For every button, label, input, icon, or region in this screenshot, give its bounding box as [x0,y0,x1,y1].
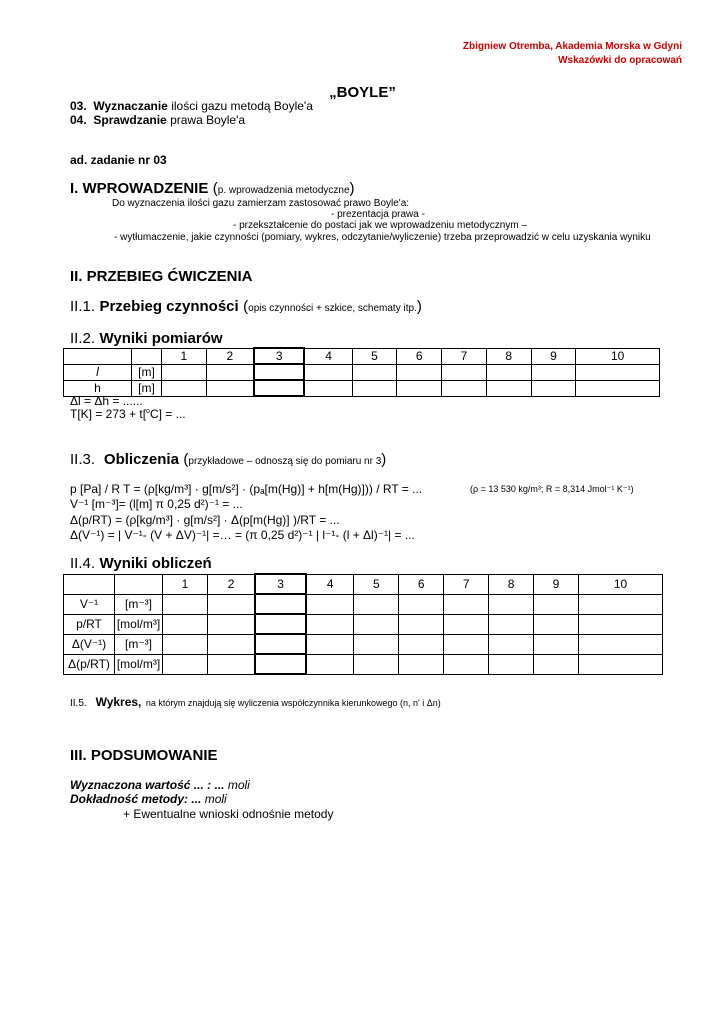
heading-note: p. wprowadzenia metodyczne [217,185,350,196]
column-header: 5 [352,348,397,364]
document-title: „BOYLE” [329,84,396,101]
row-unit: [m] [132,364,162,380]
table-row [64,654,663,674]
column-header: 10 [578,574,662,594]
section-heading: II. PRZEBIEG ĆWICZENIA [70,268,253,285]
task-reference: ad. zadanie nr 03 [70,153,167,167]
formula-pressure: p [Pa] / R T = (ρ[kg/m³] · g[m/s²] · (pₐ[m(Hg)] + h[m(Hg)])) / RT = ... [70,482,423,496]
column-header: 3 [254,348,305,364]
column-header: 2 [206,348,254,364]
column-header: 7 [442,348,487,364]
row-symbol: Δ(V⁻¹) [64,634,115,654]
column-header: 4 [306,574,354,594]
summary-line: Dokładność metody: ... moli [70,792,227,806]
constants-note: (ρ = 13 530 kg/m³; R = 8,314 Jmol⁻¹ K⁻¹) [470,484,634,494]
table-row [64,634,663,654]
table-row [64,380,660,396]
column-header: 8 [489,574,534,594]
row-unit: [mol/m³] [115,654,163,674]
section-heading: I. WPROWADZENIE [70,180,209,197]
intro-line: Do wyznaczenia ilości gazu zamierzam zastosować prawo Boyle'a: [112,198,410,209]
intro-line: - przekształcenie do postaci jak we wprowadzeniu metodycznym – [233,220,528,231]
task-item: 03. Wyznaczanie ilości gazu metodą Boyle'a [70,99,313,113]
intro-heading-row: I. WPROWADZENIE (p. wprowadzenia metodyczne) [70,180,355,197]
intro-line: - wytłumaczenie, jakie czynności (pomiary, wykres, odczytanie/wyliczenie) trzeba przeprowadzić w celu uzyskania wyniku [114,232,651,243]
row-unit: [m⁻³] [115,634,163,654]
subsection-heading: II.2. Wyniki pomiarów [70,330,223,347]
column-header: 1 [163,574,208,594]
column-header: 6 [397,348,442,364]
row-symbol: p/RT [64,614,115,634]
subsection-heading: II.1. Przebieg czynności (opis czynności + szkice, schematy itp.) [70,298,422,315]
author-header [463,40,682,68]
column-header: 7 [444,574,489,594]
section-heading: III. PODSUMOWANIE [70,747,218,764]
subsection-heading: II.3. Obliczenia (przykładowe – odnoszą się do pomiaru nr 3) [70,451,387,468]
delta-line: Δl = Δh = ...... [70,394,143,408]
row-symbol: Δ(p/RT) [64,654,115,674]
temperature-line: T[K] = 273 + t[$^o$C] = ... [70,407,186,421]
formula-volume: V⁻¹ [m⁻³]= (l[m] π 0,25 d²)⁻¹ = ... [70,497,243,511]
table-header-row [64,574,663,594]
row-unit: [mol/m³] [115,614,163,634]
column-header: 3 [255,574,306,594]
row-unit: [m⁻³] [115,594,163,614]
formula-delta-volume: Δ(V⁻¹) = | V⁻¹- (V + ΔV)⁻¹| =… = (π 0,25 d²)⁻¹ | l⁻¹- (l + Δl)⁻¹| = ... [70,528,415,542]
column-header: 5 [354,574,399,594]
summary-line: + Ewentualne wnioski odnośnie metody [123,807,334,821]
column-header: 9 [531,348,576,364]
table-row [64,594,663,614]
column-header: 4 [304,348,352,364]
column-header: 2 [207,574,255,594]
subsection-heading: II.4. Wyniki obliczeń [70,555,212,572]
task-item: 04. Sprawdzanie prawa Boyle'a [70,113,246,127]
task-list [70,99,313,127]
subsection-heading: II.5. Wykres, na którym znajdują się wyliczenia współczynnika kierunkowego (n, n' i Δn) [70,695,441,709]
row-symbol: h [64,380,132,396]
measurements-table [63,347,660,397]
table-row [64,364,660,380]
formula-delta-pressure: Δ(p/RT) = (ρ[kg/m³] · g[m/s²] · Δ(p[m(Hg)] )/RT = ... [70,513,340,527]
table-header-row [64,348,660,364]
column-header: 10 [576,348,660,364]
column-header: 6 [399,574,444,594]
subtitle-line: Wskazówki do opracowań [558,55,682,66]
intro-line: - prezentacja prawa - [331,209,425,220]
author-line: Zbigniew Otremba, Akademia Morska w Gdyni [462,41,682,52]
results-table [63,573,663,675]
row-unit: [m] [132,380,162,396]
column-header: 1 [162,348,207,364]
summary-line: Wyznaczona wartość ... : ... moli [70,778,250,792]
column-header: 8 [486,348,531,364]
row-symbol: l [64,364,132,380]
column-header: 9 [534,574,579,594]
row-symbol: V⁻¹ [64,594,115,614]
table-row [64,614,663,634]
